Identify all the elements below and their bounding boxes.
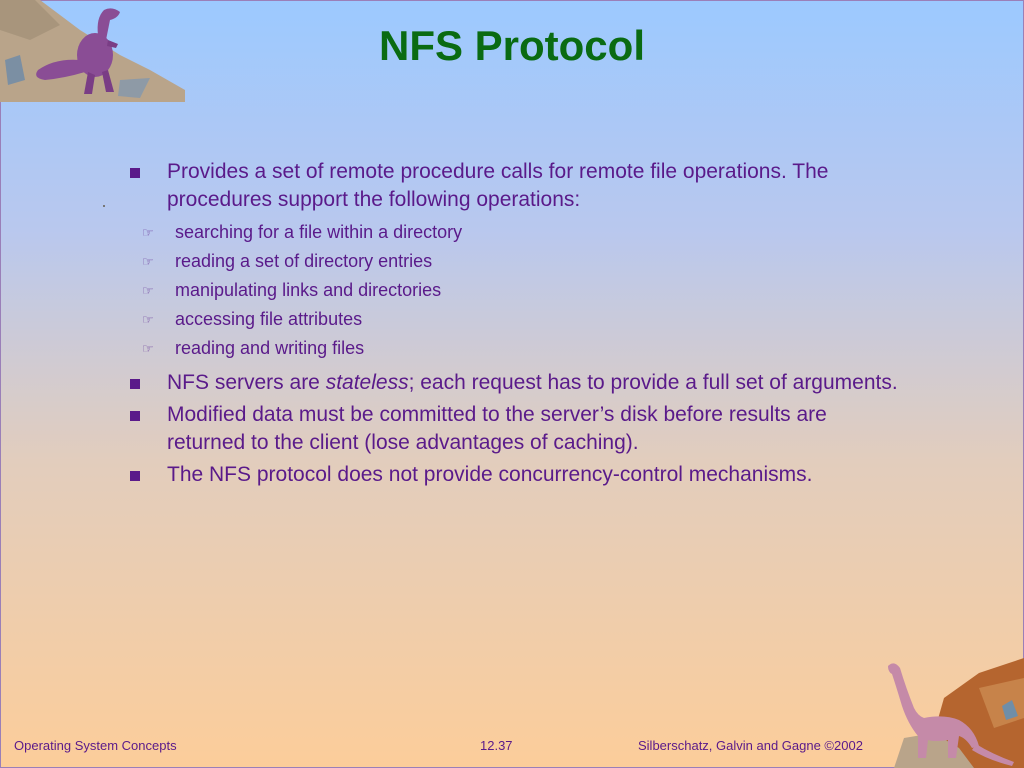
square-bullet-icon bbox=[130, 411, 140, 421]
sub-bullet-text: accessing file attributes bbox=[175, 309, 363, 329]
sub-bullet-item bbox=[130, 334, 910, 363]
dinosaur-brontosaurus-icon bbox=[884, 658, 1024, 768]
sub-bullet-list bbox=[130, 218, 910, 363]
pointing-hand-icon: ☞ bbox=[142, 341, 154, 356]
bullet-text-after: ; each request has to provide a full set of arguments. bbox=[408, 371, 898, 394]
slide-title: NFS Protocol bbox=[378, 22, 645, 69]
pointing-hand-icon: ☞ bbox=[142, 254, 154, 269]
pointing-hand-icon: ☞ bbox=[142, 225, 154, 240]
footer-slide-number: 12.37 bbox=[480, 738, 513, 753]
sub-bullet-text: reading a set of directory entries bbox=[175, 251, 433, 271]
bullet-text-before: NFS servers are bbox=[167, 371, 326, 394]
bullet-text: Provides a set of remote procedure calls for remote file operations. The procedures support the following operations: bbox=[167, 160, 829, 211]
square-bullet-icon bbox=[130, 471, 140, 481]
footer-course-title: Operating System Concepts bbox=[14, 738, 177, 753]
pointing-hand-icon: ☞ bbox=[142, 312, 154, 327]
bullet-item bbox=[130, 401, 910, 457]
pointing-hand-icon: ☞ bbox=[142, 283, 154, 298]
sub-bullet-text: searching for a file within a directory bbox=[175, 222, 463, 242]
bullet-text: Modified data must be committed to the server’s disk before results are returned to the client (lose advantages of caching). bbox=[167, 403, 827, 454]
square-bullet-icon bbox=[130, 168, 140, 178]
bullet-text-emphasis: stateless bbox=[325, 371, 409, 394]
sub-bullet-text: manipulating links and directories bbox=[175, 280, 442, 300]
stray-mark bbox=[103, 205, 105, 207]
square-bullet-icon bbox=[130, 379, 140, 389]
bullet-item bbox=[130, 158, 910, 214]
footer-copyright: Silberschatz, Galvin and Gagne ©2002 bbox=[638, 738, 863, 753]
bullet-text: The NFS protocol does not provide concurrency-control mechanisms. bbox=[167, 463, 813, 486]
slide-body bbox=[130, 158, 910, 493]
sub-bullet-item bbox=[130, 305, 910, 334]
bullet-item bbox=[130, 461, 910, 489]
bullet-item bbox=[130, 369, 910, 397]
sub-bullet-item bbox=[130, 218, 910, 247]
sub-bullet-item bbox=[130, 276, 910, 305]
sub-bullet-item bbox=[130, 247, 910, 276]
sub-bullet-text: reading and writing files bbox=[175, 338, 365, 358]
